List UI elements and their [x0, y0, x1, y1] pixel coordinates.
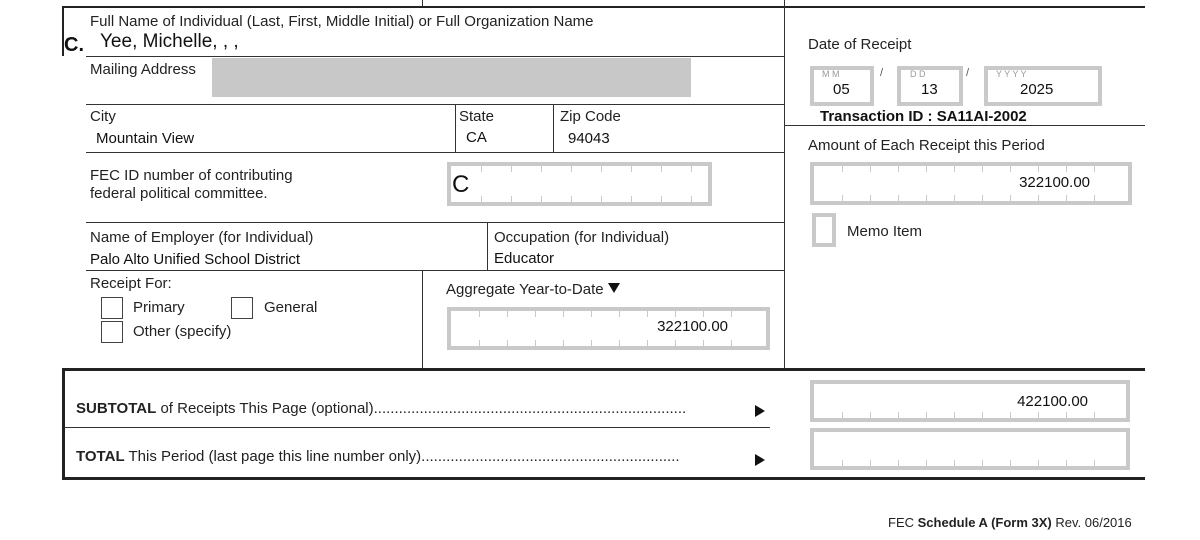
right-transaction-line — [784, 125, 1145, 126]
other-label: Other (specify) — [133, 323, 232, 340]
day-value: 13 — [921, 81, 938, 98]
general-label: General — [264, 299, 318, 316]
footer-form-name: Schedule A (Form 3X) — [917, 515, 1052, 530]
total-arrow-icon — [755, 454, 765, 466]
state-label: State — [459, 108, 495, 125]
subtotal-arrow-icon — [755, 405, 765, 417]
other-checkbox[interactable] — [101, 321, 123, 343]
zip-label: Zip Code — [560, 108, 621, 125]
fec-id-box[interactable] — [447, 162, 712, 206]
date-of-receipt-label: Date of Receipt — [808, 36, 912, 53]
totals-middle-line — [64, 427, 770, 428]
totals-left-border — [62, 368, 65, 479]
top-stub-line — [422, 0, 423, 7]
transaction-id: Transaction ID : SA11AI-2002 — [820, 108, 1027, 125]
footer-prefix: FEC — [888, 515, 914, 530]
fec-id-box-ticks — [451, 166, 708, 202]
city-row-line — [86, 152, 784, 153]
month-value: 05 — [833, 81, 850, 98]
year-value: 2025 — [1020, 81, 1054, 98]
form-footer — [888, 514, 1132, 531]
subtotal-bold: SUBTOTAL — [76, 400, 157, 417]
mailing-address-redacted — [212, 58, 691, 97]
totals-top-border — [62, 368, 1145, 371]
employer-label: Name of Employer (for Individual) — [90, 229, 314, 246]
aggregate-label-wrap — [446, 281, 620, 298]
address-row-line — [86, 104, 784, 105]
subtotal-value: 422100.00 — [1017, 393, 1088, 410]
city-label: City — [90, 108, 116, 125]
total-label — [76, 448, 680, 465]
memo-label: Memo Item — [847, 223, 923, 240]
memo-checkbox[interactable] — [812, 213, 836, 247]
primary-checkbox[interactable] — [101, 297, 123, 319]
year-hint: Y Y Y Y — [996, 69, 1027, 79]
day-hint: D D — [910, 69, 926, 79]
aggregate-label: Aggregate Year-to-Date — [446, 281, 604, 298]
receipt-for-divider — [422, 270, 423, 368]
subtotal-rest: of Receipts This Page (optional)........................................................................... — [160, 400, 687, 417]
total-bold: TOTAL — [76, 448, 125, 465]
zip-value: 94043 — [568, 130, 610, 147]
state-value: CA — [466, 129, 487, 146]
subtotal-label — [76, 400, 686, 417]
primary-label: Primary — [133, 299, 185, 316]
total-box-ticks — [814, 432, 1126, 466]
amount-value: 322100.00 — [1019, 174, 1090, 191]
mailing-address-label: Mailing Address — [90, 61, 196, 78]
top-border — [62, 6, 1145, 8]
footer-rev: Rev. 06/2016 — [1055, 515, 1132, 530]
employer-row-line — [86, 270, 784, 271]
month-hint: M M — [822, 69, 840, 79]
occupation-label: Occupation (for Individual) — [494, 229, 670, 246]
receipt-for-label: Receipt For: — [90, 275, 172, 292]
name-label: Full Name of Individual (Last, First, Middle Initial) or Full Organization Name — [90, 13, 594, 30]
state-divider — [455, 104, 456, 152]
total-rest: This Period (last page this line number only).............................................................. — [128, 448, 680, 465]
zip-divider — [553, 104, 554, 152]
date-slash-1: / — [880, 67, 884, 79]
occupation-divider — [487, 222, 488, 270]
amount-label: Amount of Each Receipt this Period — [808, 137, 1045, 154]
general-checkbox[interactable] — [231, 297, 253, 319]
name-row-line — [86, 56, 784, 57]
employer-value: Palo Alto Unified School District — [90, 251, 301, 268]
totals-bottom-border — [62, 477, 1145, 480]
date-slash-2: / — [966, 67, 970, 79]
occupation-value: Educator — [494, 250, 555, 267]
fec-row-line — [86, 222, 784, 223]
triangle-down-icon — [608, 283, 620, 293]
total-box[interactable] — [810, 428, 1130, 470]
fec-id-prefix: C — [452, 171, 470, 198]
fec-id-label-line2: federal political committee. — [90, 185, 268, 202]
contributor-name: Yee, Michelle, , , — [100, 31, 239, 52]
city-value: Mountain View — [96, 130, 195, 147]
section-letter: C. — [64, 34, 84, 56]
aggregate-value: 322100.00 — [657, 318, 728, 335]
column-divider — [784, 0, 785, 368]
fec-id-label-line1: FEC ID number of contributing — [90, 167, 293, 184]
